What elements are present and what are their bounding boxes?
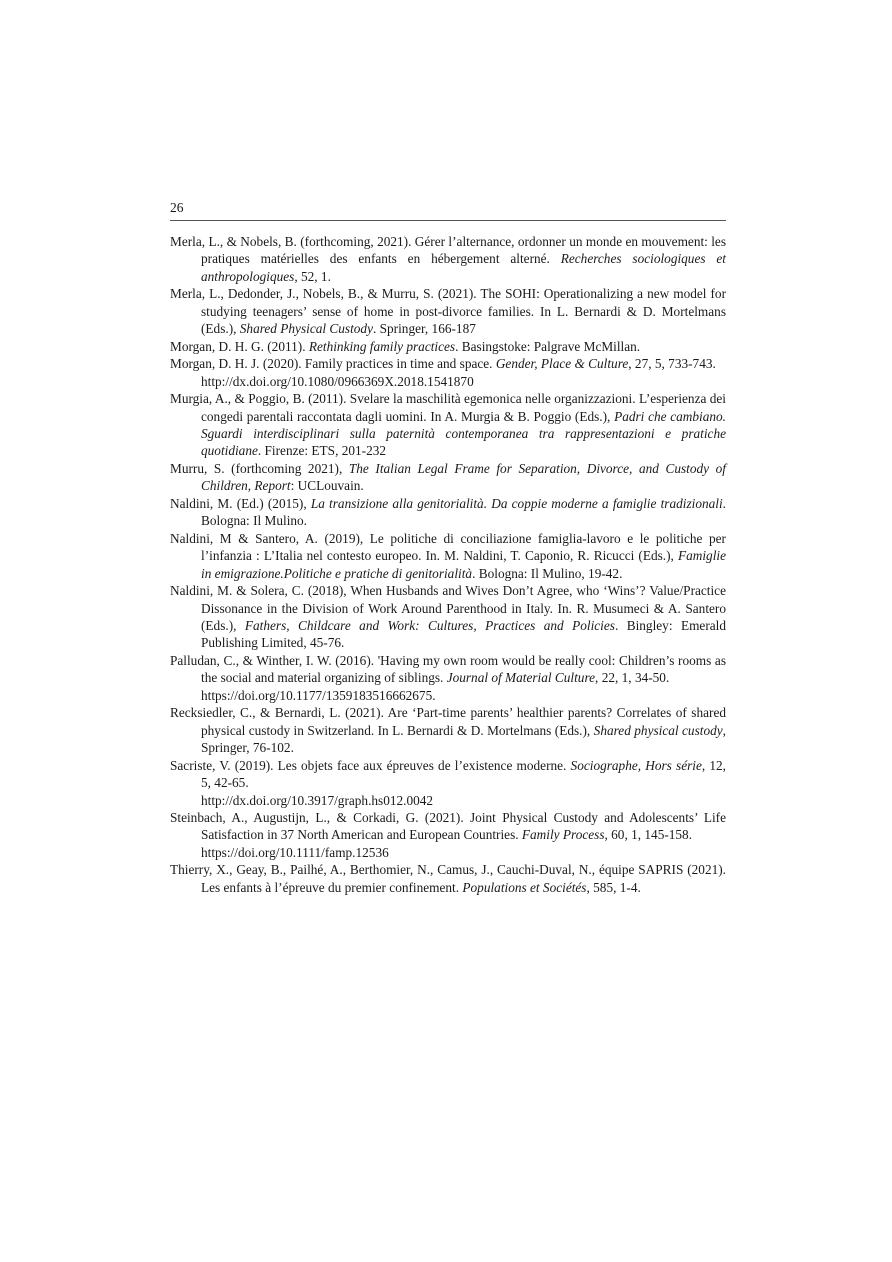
reference-text: Thierry, X., Geay, B., Pailhé, A., Berthomier, N., Camus, J., Cauchi-Duval, N., équipe SAPRIS (2021). Les enfants à l’épreuve du premier confinement. xyxy=(170,862,726,895)
reference-italic-text: Shared Physical Custody xyxy=(239,321,373,337)
reference-text: Merla, L., & Nobels, B. (forthcoming, 2021). Gérer l’alternance, ordonner un monde en mouvement: les pratiques matérielles des enfants en hébergement alterné. xyxy=(170,234,726,267)
reference-text: , 12, 5, 42-65. xyxy=(201,757,726,791)
reference-entry xyxy=(170,285,726,337)
reference-italic-text: Gender, Place & Culture xyxy=(495,356,629,372)
header-rule xyxy=(170,220,726,221)
reference-text: , 52, 1. xyxy=(294,268,331,284)
reference-doi-link[interactable]: http://dx.doi.org/10.3917/graph.hs012.0042 xyxy=(201,792,434,808)
reference-entry xyxy=(170,460,726,495)
reference-italic-text: Journal of Material Culture xyxy=(446,670,596,686)
reference-italic-text: La transizione alla genitorialità. Da coppie moderne a famiglie tradizionali xyxy=(310,495,723,511)
reference-text: Naldini, M & Santero, A. (2019), Le politiche di conciliazione famiglia-lavoro e le politiche per l’infanzia : L’Italia nel contesto europeo. In. M. Naldini, T. Caponio, R. Ricucci (Eds.), xyxy=(170,530,726,564)
reference-italic-text: Populations et Sociétés xyxy=(462,879,587,895)
reference-doi-link[interactable]: http://dx.doi.org/10.1080/0966369X.2018.1541870 xyxy=(201,373,474,389)
reference-text: Naldini, M. (Ed.) (2015), xyxy=(170,495,311,511)
reference-text: Morgan, D. H. G. (2011). xyxy=(170,338,309,354)
reference-text: . Basingstoke: Palgrave McMillan. xyxy=(455,338,641,354)
reference-entry xyxy=(170,757,726,809)
reference-text: Recksiedler, C., & Bernardi, L. (2021). Are ‘Part-time parents’ healthier parents? Correlates of shared physical custody in Switzerland. In L. Bernardi & D. Mortelmans (Eds.), xyxy=(170,705,726,738)
reference-italic-text: Sociographe, Hors série xyxy=(570,757,702,773)
reference-text: , 27, 5, 733-743. xyxy=(628,356,716,372)
reference-text: , 60, 1, 145-158. xyxy=(604,827,693,843)
reference-text: , 22, 1, 34-50. xyxy=(595,670,670,686)
reference-entry xyxy=(170,582,726,652)
reference-italic-text: Recherches sociologiques et anthropologiques xyxy=(201,251,726,284)
reference-italic-text: Padri che cambiano. Sguardi interdisciplinari sulla paternità contemporanea tra rappresentazioni e pratiche quotidiane xyxy=(201,408,726,459)
reference-text: . Firenze: ETS, 201-232 xyxy=(257,443,387,459)
reference-text: , Springer, 76-102. xyxy=(201,722,726,756)
reference-italic-text: Shared physical custody xyxy=(593,722,723,738)
reference-text: Steinbach, A., Augustijn, L., & Corkadi, G. (2021). Joint Physical Custody and Adolescents’ Life Satisfaction in 37 North American and European Countries. xyxy=(170,809,726,843)
reference-text: Palludan, C., & Winther, I. W. (2016). 'Having my own room would be really cool: Children’s rooms as the social and material organizing of siblings. xyxy=(170,652,726,686)
page-number: 26 xyxy=(170,200,184,215)
reference-entry xyxy=(170,704,726,756)
reference-text: . Springer, 166-187 xyxy=(372,321,476,337)
reference-doi-link[interactable]: https://doi.org/10.1177/1359183516662675. xyxy=(201,687,436,703)
reference-entry xyxy=(170,495,726,530)
reference-text: Morgan, D. H. J. (2020). Family practices in time and space. xyxy=(170,356,496,372)
reference-text: : UCLouvain. xyxy=(290,478,364,494)
reference-entry xyxy=(170,338,726,355)
reference-text: Merla, L., Dedonder, J., Nobels, B., & Murru, S. (2021). The SOHI: Operationalizing a new model for studying teenagers’ sense of home in post-divorce families. In L. Bernardi & D. Mortelmans (Eds.), xyxy=(170,286,726,337)
reference-entry xyxy=(170,233,726,285)
reference-entry xyxy=(170,355,726,390)
reference-entry xyxy=(170,390,726,460)
reference-text: Murru, S. (forthcoming 2021), xyxy=(170,460,349,476)
reference-text: . Bologna: Il Mulino. xyxy=(201,495,726,529)
reference-entry xyxy=(170,530,726,582)
reference-entry xyxy=(170,809,726,861)
reference-italic-text: Famiglie in emigrazione.Politiche e pratiche di genitorialità xyxy=(201,548,726,581)
reference-entry xyxy=(170,652,726,704)
reference-italic-text: The Italian Legal Frame for Separation, Divorce, and Custody of Children, Report xyxy=(201,460,726,494)
reference-text: . Bologna: Il Mulino, 19-42. xyxy=(472,565,623,581)
reference-text: , 585, 1-4. xyxy=(586,879,641,895)
reference-text: Naldini, M. & Solera, C. (2018), When Husbands and Wives Don’t Agree, who ‘Wins’? Value/Practice Dissonance in the Division of Work Around Parenthood in Italy. In. R. Musumeci & A. Santero (Eds.), xyxy=(170,583,726,633)
reference-italic-text: Rethinking family practices xyxy=(308,338,456,354)
reference-list xyxy=(170,233,726,896)
reference-doi-link[interactable]: https://doi.org/10.1111/famp.12536 xyxy=(201,844,389,860)
reference-text: . Bingley: Emerald Publishing Limited, 45-76. xyxy=(201,617,726,651)
reference-entry xyxy=(170,861,726,896)
reference-text: Murgia, A., & Poggio, B. (2011). Svelare la maschilità egemonica nelle organizzazioni. L’esperienza dei congedi parentali raccontata dagli uomini. In A. Murgia & B. Poggio (Eds.), xyxy=(170,391,726,424)
reference-text: Sacriste, V. (2019). Les objets face aux épreuves de l’existence moderne. xyxy=(170,757,571,773)
reference-italic-text: Family Process xyxy=(521,827,605,843)
reference-italic-text: Fathers, Childcare and Work: Cultures, Practices and Policies xyxy=(244,617,615,633)
